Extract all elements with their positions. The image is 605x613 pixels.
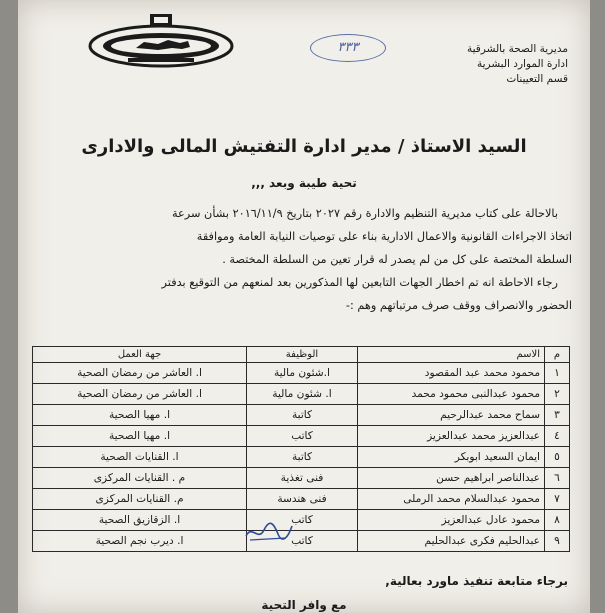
cell-workplace: ا. العاشر من رمضان الصحية <box>33 384 247 405</box>
table-row <box>33 468 570 489</box>
body-line: بالاحالة على كتاب مديرية التنظيم والادارة رقم ٢٠٢٧ بتاريخ ٢٠١٦/١١/٩ بشأن سرعة <box>171 207 558 220</box>
cell-number: ٣ <box>545 405 570 426</box>
cell-workplace: ا. الزقازيق الصحية <box>33 510 247 531</box>
cell-name: عبدالعزيز محمد عبدالعزيز <box>358 426 545 447</box>
cell-number: ٢ <box>545 384 570 405</box>
cell-workplace: ا. مهيا الصحية <box>33 405 247 426</box>
header-line-directorate: مديرية الصحة بالشرقية <box>466 43 568 55</box>
memo-body <box>28 202 572 317</box>
body-line: اتخاذ الاجراءات القانونية والاعمال الادارية بناء على توصيات النيابة العامة وموافقة <box>196 230 572 243</box>
cell-job: كاتبة <box>247 405 358 426</box>
cell-workplace: م . القنايات المركزى <box>33 468 247 489</box>
office-header <box>408 42 568 87</box>
table-row <box>33 384 570 405</box>
cell-job: كاتبة <box>247 447 358 468</box>
cell-name: عبدالحليم فكرى عبدالحليم <box>358 531 545 552</box>
cell-number: ٧ <box>545 489 570 510</box>
cell-workplace: ا. العاشر من رمضان الصحية <box>33 363 247 384</box>
employees-table <box>32 346 570 552</box>
greeting: تحية طيبة وبعد ,,, <box>251 176 357 190</box>
cell-job: ا. شئون مالية <box>247 384 358 405</box>
cell-number: ١ <box>545 363 570 384</box>
handwritten-signature <box>242 520 294 544</box>
header-workplace: جهة العمل <box>33 347 247 363</box>
table-row <box>33 510 570 531</box>
header-number: م <box>545 347 570 363</box>
cell-job: فنى تغذية <box>247 468 358 489</box>
closing-salutation: مع وافر التحية <box>261 598 347 612</box>
body-line: السلطة المختصة على كل من لم يصدر له قرار تعين من السلطة المختصة . <box>222 253 572 266</box>
body-line: الحضور والانصراف ووقف صرف مرتباتهم وهم :- <box>345 299 572 312</box>
cell-job: فنى هندسة <box>247 489 358 510</box>
cell-number: ٦ <box>545 468 570 489</box>
cell-name: محمود عبدالنبى محمود محمد <box>358 384 545 405</box>
cell-number: ٨ <box>545 510 570 531</box>
closing-request: برجاء متابعة تنفيذ ماورد بعالية, <box>385 574 568 588</box>
header-name: الاسم <box>358 347 545 363</box>
cell-workplace: ا. القنايات الصحية <box>33 447 247 468</box>
body-line: رجاء الاحاطة انه تم اخطار الجهات التابعين لها المذكورين بعد لمنعهم من التوقيع بدفتر <box>161 276 558 289</box>
table-row <box>33 426 570 447</box>
table-row <box>33 531 570 552</box>
cell-name: عبدالناصر ابراهيم حسن <box>358 468 545 489</box>
ministry-logo <box>88 12 234 70</box>
cell-number: ٩ <box>545 531 570 552</box>
cell-workplace: ا. ديرب نجم الصحية <box>33 531 247 552</box>
cell-job: كاتب <box>247 510 358 531</box>
cell-job: كاتب <box>247 531 358 552</box>
table-row <box>33 405 570 426</box>
table-header-row <box>33 347 570 363</box>
cell-name: محمود عادل عبدالعزيز <box>358 510 545 531</box>
cell-number: ٤ <box>545 426 570 447</box>
header-line-department: ادارة الموارد البشرية <box>476 58 568 70</box>
table-row <box>33 363 570 384</box>
cell-number: ٥ <box>545 447 570 468</box>
header-line-section: قسم التعيينات <box>506 73 568 85</box>
cell-name: محمود محمد عبد المقصود <box>358 363 545 384</box>
cell-name: ايمان السعيد ابوبكر <box>358 447 545 468</box>
cell-name: سماح محمد عبدالرحيم <box>358 405 545 426</box>
memo-page <box>18 0 590 613</box>
memo-title: السيد الاستاذ / مدير ادارة التفتيش المالى والادارى <box>81 136 527 157</box>
table-row <box>33 447 570 468</box>
header-job: الوظيفة <box>247 347 358 363</box>
cell-name: محمود عبدالسلام محمد الرملى <box>358 489 545 510</box>
cell-workplace: ا. مهيا الصحية <box>33 426 247 447</box>
cell-job: كاتب <box>247 426 358 447</box>
cell-job: ا.شئون مالية <box>247 363 358 384</box>
reference-stamp: ٣٣٣ <box>310 34 386 62</box>
cell-workplace: م. القنايات المركزى <box>33 489 247 510</box>
table-row <box>33 489 570 510</box>
